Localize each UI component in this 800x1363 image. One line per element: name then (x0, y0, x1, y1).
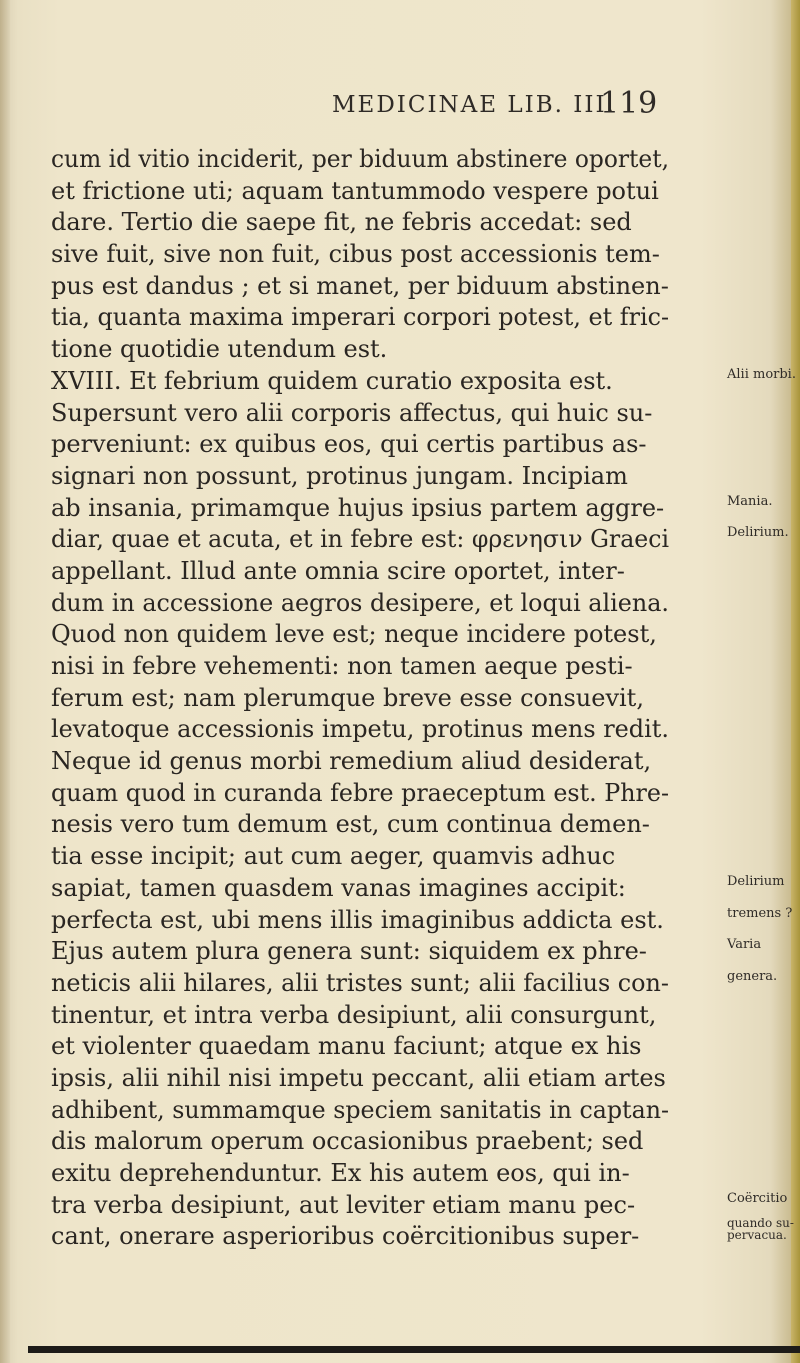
line-text: Supersunt vero alii corporis affectus, qui huic su- (51, 398, 653, 427)
line-text: ipsis, alii nihil nisi impetu peccant, alii etiam artes (51, 1063, 666, 1092)
line-text: ferum est; nam plerumque breve esse consuevit, (51, 683, 644, 712)
text-line (51, 905, 793, 937)
line-text: XVIII. Et febrium quidem curatio exposita est. (51, 366, 613, 395)
line-text: dum in accessione aegros desipere, et loqui aliena. (51, 588, 669, 617)
bottom-rule (28, 1346, 800, 1353)
text-line (51, 778, 737, 810)
text-line (51, 1126, 737, 1158)
text-line (51, 302, 737, 334)
text-line (51, 841, 737, 873)
line-text: tia, quanta maxima imperari corpori potest, et fric- (51, 303, 669, 332)
text-line (51, 1190, 788, 1222)
line-text: ab insania, primamque hujus ipsius partem aggre- (51, 493, 665, 522)
line-text: diar, quae et acuta, et in febre est: φρενησιν Graeci (51, 525, 669, 554)
margin-note: tremens ? (727, 905, 793, 921)
text-line (51, 239, 737, 271)
margin-note: Alii morbi. (727, 366, 796, 382)
text-line (51, 1063, 737, 1095)
text-line (51, 588, 737, 620)
line-text: signari non possunt, protinus jungam. Incipiam (51, 461, 628, 490)
line-text: nisi in febre vehementi: non tamen aeque pesti- (51, 652, 633, 680)
line-text: sive fuit, sive non fuit, cibus post accessionis tem- (51, 240, 660, 269)
line-text: exitu deprehenduntur. Ex his autem eos, qui in- (51, 1159, 630, 1187)
text-line (51, 461, 737, 493)
line-text: perfecta est, ubi mens illis imaginibus addicta est. (51, 905, 664, 934)
line-text: tinentur, et intra verba desipiunt, alii consurgunt, (51, 1000, 657, 1029)
line-text: dare. Tertio die saepe fit, ne febris accedat: sed (51, 208, 632, 237)
text-line (51, 429, 737, 461)
text-line (51, 746, 737, 778)
text-line (51, 714, 737, 746)
margin-note: quando su- pervacua. (727, 1216, 794, 1243)
text-line (51, 1216, 794, 1253)
margin-note: Delirium (727, 873, 785, 889)
text-line (51, 809, 737, 841)
line-text: nesis vero tum demum est, cum continua demen- (51, 810, 650, 839)
page-header (0, 84, 800, 124)
line-text: quam quod in curanda febre praeceptum est. Phre- (51, 778, 669, 807)
text-line (51, 207, 737, 239)
text-line (51, 968, 778, 1000)
running-head: MEDICINAE LIB. III. (332, 92, 616, 118)
text-line (51, 144, 737, 176)
line-text: pus est dandus ; et si manet, per biduum abstinen- (51, 271, 669, 300)
line-text: Neque id genus morbi remedium aliud desiderat, (51, 747, 652, 776)
text-line (51, 366, 796, 398)
text-line (51, 556, 737, 588)
text-line (51, 493, 773, 525)
line-text: neticis alii hilares, alii tristes sunt; alii facilius con- (51, 968, 669, 997)
text-line (51, 619, 737, 651)
line-text: levatoque accessionis impetu, protinus mens redit. (51, 715, 669, 744)
line-text: Ejus autem plura genera sunt: siquidem ex phre- (51, 937, 647, 966)
text-line (51, 1000, 737, 1032)
text-line (51, 936, 762, 968)
text-line (51, 524, 789, 556)
text-line (51, 1158, 737, 1190)
margin-note: Varia (727, 937, 762, 953)
line-text: et frictione uti; aquam tantummodo vespere potui (51, 176, 659, 205)
line-text: et violenter quaedam manu faciunt; atque ex his (51, 1032, 642, 1061)
line-text: tione quotidie utendum est. (51, 335, 388, 364)
margin-note: Delirium. (727, 525, 789, 541)
text-line (51, 176, 737, 208)
text-line (51, 873, 785, 905)
line-text: Quod non quidem leve est; neque incidere potest, (51, 620, 657, 649)
line-text: sapiat, tamen quasdem vanas imagines accipit: (51, 873, 626, 902)
text-line (51, 651, 737, 683)
margin-note: Coërcitio (727, 1190, 788, 1206)
body-text (51, 144, 796, 1253)
text-line (51, 1095, 737, 1127)
line-text: tra verba desipiunt, aut leviter etiam manu pec- (51, 1190, 636, 1219)
line-text: perveniunt: ex quibus eos, qui certis partibus as- (51, 430, 647, 459)
margin-note: Mania. (727, 493, 773, 509)
text-line (51, 271, 737, 303)
line-text: dis malorum operum occasionibus praebent; sed (51, 1127, 644, 1156)
line-text: appellant. Illud ante omnia scire oportet, inter- (51, 556, 625, 585)
text-line (51, 683, 737, 715)
text-line (51, 334, 737, 366)
text-line (51, 1031, 737, 1063)
margin-note: genera. (727, 968, 778, 984)
line-text: cum id vitio inciderit, per biduum abstinere oportet, (51, 145, 669, 173)
page-number: 119 (600, 86, 658, 121)
page-binding-shadow (0, 0, 10, 1363)
line-text: adhibent, summamque speciem sanitatis in captan- (51, 1095, 669, 1124)
page-edge (791, 0, 800, 1363)
line-text: tia esse incipit; aut cum aeger, quamvis adhuc (51, 842, 616, 871)
text-line (51, 398, 737, 430)
line-text: cant, onerare asperioribus coërcitionibus super- (51, 1222, 640, 1251)
